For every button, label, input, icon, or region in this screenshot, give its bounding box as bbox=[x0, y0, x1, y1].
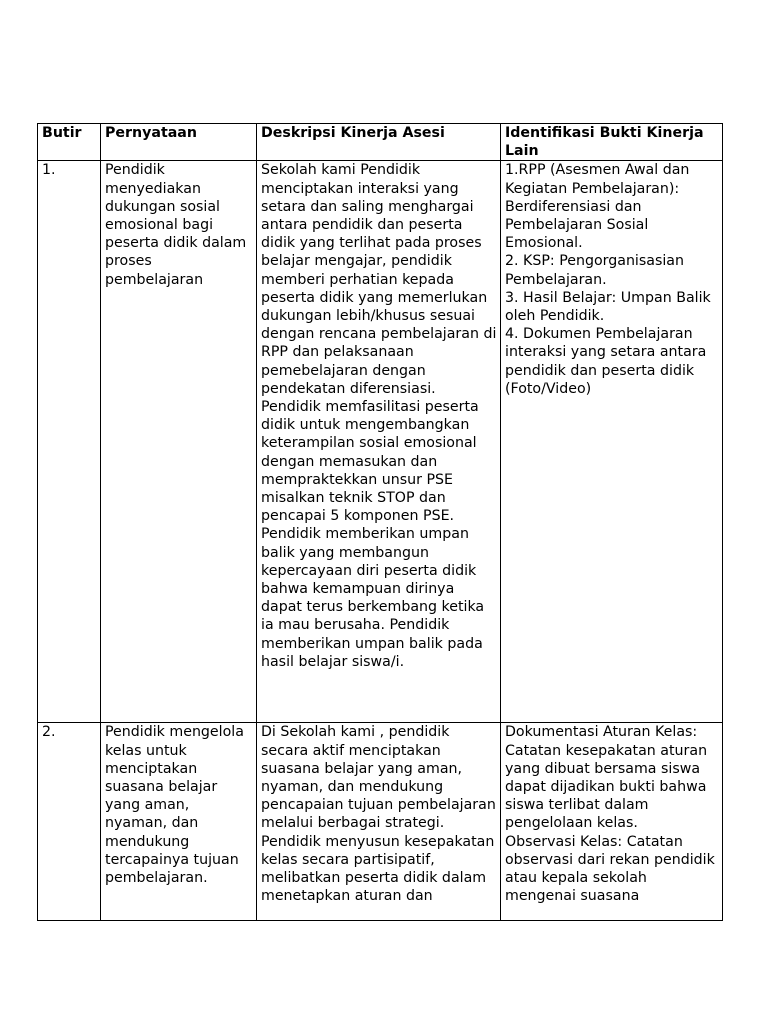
header-identifikasi: Identifikasi Bukti Kinerja Lain bbox=[501, 124, 723, 161]
header-pernyataan: Pernyataan bbox=[101, 124, 257, 161]
cell-identifikasi bbox=[501, 723, 723, 921]
cell-identifikasi-text: Dokumentasi Aturan Kelas: Catatan kesepakatan aturan yang dibuat bersama siswa dapat dijadikan bukti bahwa siswa terlibat dalam pengelolaan kelas. Observasi Kelas: Catatan observasi dari rekan pendidik atau kepala sekolah mengenai suasana bbox=[505, 724, 715, 905]
cell-deskripsi bbox=[257, 723, 501, 921]
assessment-table bbox=[37, 123, 723, 921]
header-butir: Butir bbox=[38, 124, 101, 161]
cell-deskripsi bbox=[257, 161, 501, 723]
cell-identifikasi-text: 1.RPP (Asesmen Awal dan Kegiatan Pembelajaran): Berdiferensiasi dan Pembelajaran Sosial Emosional. 2. KSP: Pengorganisasian Pembelajaran. 3. Hasil Belajar: Umpan Balik oleh Pendidik. 4. Dokumen Pembelajaran interaksi yang setara antara pendidik dan peserta didik (Foto/Video) bbox=[505, 162, 711, 397]
cell-butir bbox=[38, 161, 101, 723]
cell-identifikasi bbox=[501, 161, 723, 723]
table-header-row bbox=[38, 124, 723, 161]
cell-pernyataan bbox=[101, 161, 257, 723]
cell-butir-text: 1. bbox=[42, 162, 56, 179]
table-row bbox=[38, 161, 723, 723]
table-row bbox=[38, 723, 723, 921]
cell-butir bbox=[38, 723, 101, 921]
cell-deskripsi-text: Sekolah kami Pendidik menciptakan interaksi yang setara dan saling menghargai antara pendidik dan peserta didik yang terlihat pada proses belajar mengajar, pendidik memberi perhatian kepada peserta didik yang memerlukan dukungan lebih/khusus sesuai dengan rencana pembelajaran di RPP dan pelaksanaan pemebelajaran dengan pendekatan diferensiasi. Pendidik memfasilitasi peserta didik untuk mengembangkan keterampilan sosial emosional dengan memasukan dan mempraktekkan unsur PSE misalkan teknik STOP dan pencapai 5 komponen PSE. Pendidik memberikan umpan balik yang membangun kepercayaan diri peserta didik bahwa kemampuan dirinya dapat terus berkembang ketika ia mau berusaha. Pendidik memberikan umpan balik pada hasil belajar siswa/i. bbox=[261, 162, 501, 670]
cell-deskripsi-text: Di Sekolah kami , pendidik secara aktif menciptakan suasana belajar yang aman, nyaman, dan mendukung pencapaian tujuan pembelajaran melalui berbagai strategi. Pendidik menyusun kesepakatan kelas secara partisipatif, melibatkan peserta didik dalam menetapkan aturan dan bbox=[261, 724, 501, 905]
cell-butir-text: 2. bbox=[42, 724, 56, 741]
header-deskripsi: Deskripsi Kinerja Asesi bbox=[257, 124, 501, 161]
cell-pernyataan-text: Pendidik mengelola kelas untuk menciptakan suasana belajar yang aman, nyaman, dan mendukung tercapainya tujuan pembelajaran. bbox=[105, 724, 249, 887]
cell-pernyataan-text: Pendidik menyediakan dukungan sosial emosional bagi peserta didik dalam proses pembelajaran bbox=[105, 162, 251, 288]
cell-pernyataan bbox=[101, 723, 257, 921]
